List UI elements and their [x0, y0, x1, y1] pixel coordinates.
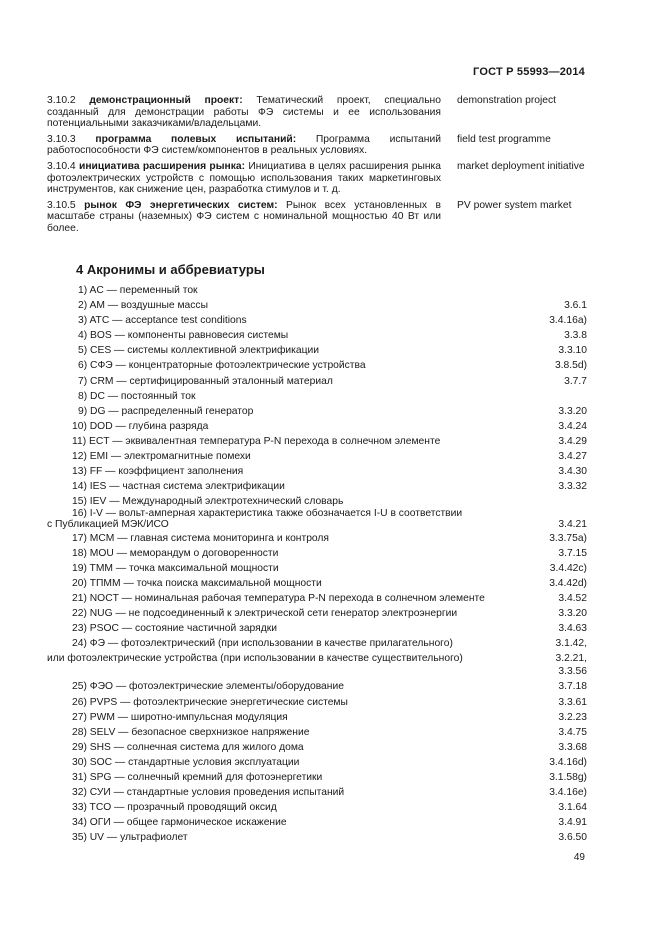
acronym-text: 18) MOU — меморандум о договоренности	[72, 547, 279, 559]
acronym-reference: 3.3.32	[558, 481, 587, 493]
acronym-reference: 3.7.7	[564, 375, 587, 387]
acronym-text: 30) SOC — стандартные условия эксплуатации	[72, 756, 300, 768]
acronym-row	[47, 330, 587, 345]
section-title: 4 Акронимы и аббревиатуры	[76, 262, 265, 277]
acronym-text: 12) EMI — электромагнитные помехи	[72, 451, 251, 463]
acronym-text: 5) CES — системы коллективной электрификации	[78, 345, 320, 357]
acronym-reference: 3.4.91	[558, 817, 587, 829]
acronym-row	[47, 772, 587, 787]
acronym-text: 7) CRM — сертифицированный эталонный материал	[78, 375, 333, 387]
acronym-reference: 3.3.10	[558, 345, 587, 357]
acronym-row	[47, 757, 587, 772]
acronym-reference: 3.2.23	[558, 711, 587, 723]
acronym-row	[47, 466, 587, 481]
acronym-reference: 3.4.63	[558, 623, 587, 635]
acronym-text: 27) PWM — широтно-импульсная модуляция	[72, 711, 288, 723]
acronym-row	[47, 681, 587, 696]
acronym-reference: 3.4.52	[558, 593, 587, 605]
acronym-reference: 3.4.29	[558, 435, 587, 447]
definition-text: Программа испытаний работоспособности ФЭ систем/компонентов в реальных условиях.	[47, 133, 441, 157]
acronym-row	[47, 436, 587, 451]
acronym-reference: 3.4.16a)	[549, 315, 587, 327]
acronym-reference: 3.4.21	[558, 518, 587, 530]
acronym-text: 34) ОГИ — общее гармоническое искажение	[72, 817, 287, 829]
acronym-row	[47, 285, 587, 300]
acronym-text: 2) AM — воздушные массы	[78, 300, 208, 312]
acronym-reference: 3.4.42d)	[549, 577, 587, 589]
definition-english: PV power system market	[457, 199, 572, 211]
acronym-row	[47, 578, 587, 593]
acronym-text: 28) SELV — безопасное сверхнизкое напряжение	[72, 726, 310, 738]
acronym-row	[47, 376, 587, 391]
acronym-reference: 3.1.42,	[555, 638, 587, 650]
acronym-text: 8) DC — постоянный ток	[78, 390, 196, 402]
acronym-text: 10) DOD — глубина разряда	[72, 420, 209, 432]
acronym-row	[47, 496, 587, 507]
acronym-text: 3) ATC — acceptance test conditions	[78, 315, 247, 327]
acronym-row	[47, 832, 587, 847]
acronym-row	[47, 697, 587, 712]
acronym-text: 11) ECT — эквивалентная температура P-N перехода в солнечном элементе	[72, 435, 441, 447]
acronym-text: или фотоэлектрические устройства (при использовании в качестве существительного)	[47, 653, 463, 665]
acronym-row	[47, 608, 587, 623]
acronym-text: 19) TMM — точка максимальной мощности	[72, 562, 279, 574]
definition-item	[47, 200, 587, 235]
acronym-text: 23) PSOC — состояние частичной зарядки	[72, 623, 278, 635]
acronym-text: 16) I-V — вольт-амперная характеристика также обозначается I-U в соответствии	[72, 507, 463, 519]
definition-term: программа полевых испытаний:	[95, 133, 297, 145]
definition-text: Инициатива в целях расширения рынка фотоэлектрических устройств с помощью использования таких маркетинговых инструментов, как снижение цен, разработка стимулов и т. д.	[47, 160, 441, 196]
definition-number: 3.10.2	[47, 95, 76, 106]
definition-term: демонстрационный проект:	[89, 95, 243, 106]
acronym-reference: 3.4.16d)	[549, 756, 587, 768]
acronym-reference: 3.1.58g)	[549, 772, 587, 783]
acronym-row	[47, 817, 587, 832]
acronym-row	[47, 653, 587, 681]
definition-item	[47, 95, 587, 130]
acronym-row	[47, 406, 587, 421]
acronym-text: 1) AC — переменный ток	[78, 285, 198, 296]
acronym-text: 15) IEV — Международный электротехнический словарь	[72, 496, 344, 508]
page-number: 49	[573, 852, 585, 863]
acronym-text: 24) ФЭ — фотоэлектрический (при использовании в качестве прилагательного)	[72, 638, 453, 650]
definition-term: рынок ФЭ энергетических систем:	[84, 199, 278, 211]
acronym-text: с Публикацией МЭК/ИСО	[47, 518, 169, 530]
definition-number: 3.10.3	[47, 133, 76, 145]
acronym-reference: 3.3.20	[558, 405, 587, 417]
acronym-text: 4) BOS — компоненты равновесия системы	[78, 330, 289, 342]
acronym-text: 13) FF — коэффициент заполнения	[72, 466, 244, 478]
definition-english: field test programme	[457, 133, 551, 145]
acronym-text: 21) NOCT — номинальная рабочая температура P-N перехода в солнечном элементе	[72, 593, 485, 605]
acronym-reference: 3.1.64	[558, 802, 587, 814]
acronym-text: 14) IES — частная система электрификации	[72, 481, 285, 493]
acronym-text: 6) СФЭ — концентраторные фотоэлектрические устройства	[78, 360, 366, 372]
acronym-reference: 3.3.8	[564, 330, 587, 342]
definition-english: market deployment initiative	[457, 160, 585, 172]
acronym-text: 31) SPG — солнечный кремний для фотоэнергетики	[72, 772, 323, 783]
definition-number: 3.10.5	[47, 199, 76, 211]
definition-term: инициатива расширения рынка:	[78, 160, 246, 172]
acronym-text: 33) TCO — прозрачный проводящий оксид	[72, 802, 277, 814]
definitions-block	[47, 95, 587, 239]
acronym-reference: 3.4.27	[558, 451, 587, 463]
acronym-reference: 3.4.75	[558, 726, 587, 738]
standard-header: ГОСТ Р 55993—2014	[473, 66, 585, 78]
acronym-row	[47, 802, 587, 817]
acronym-reference: 3.8.5d)	[554, 360, 587, 372]
definition-text: Рынок всех установленных в масштабе страны (наземных) ФЭ систем с номинальной мощностью 40 Вт или более.	[47, 199, 441, 234]
acronym-row	[47, 787, 587, 802]
acronym-reference: 3.6.50	[558, 832, 587, 844]
definition-item	[47, 134, 587, 157]
acronym-text: 26) PVPS — фотоэлектрические энергетические системы	[72, 696, 348, 708]
acronym-text: 32) СУИ — стандартные условия проведения испытаний	[72, 787, 345, 799]
acronym-row	[47, 360, 587, 375]
acronym-list	[47, 285, 587, 847]
acronym-row	[47, 481, 587, 496]
acronym-reference: 3.3.68	[558, 741, 587, 753]
acronym-row	[47, 391, 587, 406]
acronym-text: 35) UV — ультрафиолет	[72, 832, 188, 844]
acronym-row	[47, 421, 587, 436]
acronym-text: 25) ФЭО — фотоэлектрические элементы/оборудование	[72, 681, 344, 693]
acronym-reference: 3.7.18	[558, 681, 587, 693]
acronym-reference: 3.7.15	[558, 547, 587, 559]
acronym-text: 17) MCM — главная система мониторинга и контроля	[72, 532, 330, 544]
acronym-reference	[517, 653, 587, 678]
acronym-reference: 3.3.75a)	[549, 532, 587, 544]
acronym-row	[47, 623, 587, 638]
acronym-reference: 3.4.16e)	[549, 787, 587, 799]
definition-item	[47, 161, 587, 196]
acronym-row	[47, 533, 587, 548]
acronym-row	[47, 519, 587, 533]
definition-english: demonstration project	[457, 95, 557, 106]
acronym-row	[47, 712, 587, 727]
acronym-row	[47, 563, 587, 578]
acronym-reference-line: 3.3.56	[558, 665, 587, 677]
acronym-row	[47, 508, 587, 519]
definition-text: Тематический проект, специально созданный для демонстрации работы ФЭ системы и ее использования потенциальными заказчиками/владельцами.	[47, 95, 441, 130]
definition-number: 3.10.4	[47, 160, 76, 172]
acronym-text: 20) ТПММ — точка поиска максимальной мощности	[72, 577, 322, 589]
acronym-reference-line: 3.2.21,	[555, 653, 587, 665]
acronym-row	[47, 593, 587, 608]
acronym-row	[47, 315, 587, 330]
acronym-text: 9) DG — распределенный генератор	[78, 405, 254, 417]
acronym-reference: 3.6.1	[564, 300, 587, 312]
acronym-text: 22) NUG — не подсоединенный к электрической сети генератор электроэнергии	[72, 608, 458, 620]
acronym-row	[47, 300, 587, 315]
acronym-row	[47, 638, 587, 653]
acronym-row	[47, 548, 587, 563]
acronym-reference: 3.4.42c)	[549, 562, 587, 574]
acronym-reference: 3.3.20	[558, 608, 587, 620]
acronym-text: 29) SHS — солнечная система для жилого дома	[72, 741, 304, 753]
acronym-reference: 3.4.24	[558, 420, 587, 432]
acronym-reference: 3.3.61	[558, 696, 587, 708]
acronym-row	[47, 345, 587, 360]
acronym-reference: 3.4.30	[558, 466, 587, 478]
acronym-row	[47, 742, 587, 757]
acronym-row	[47, 451, 587, 466]
acronym-row	[47, 727, 587, 742]
